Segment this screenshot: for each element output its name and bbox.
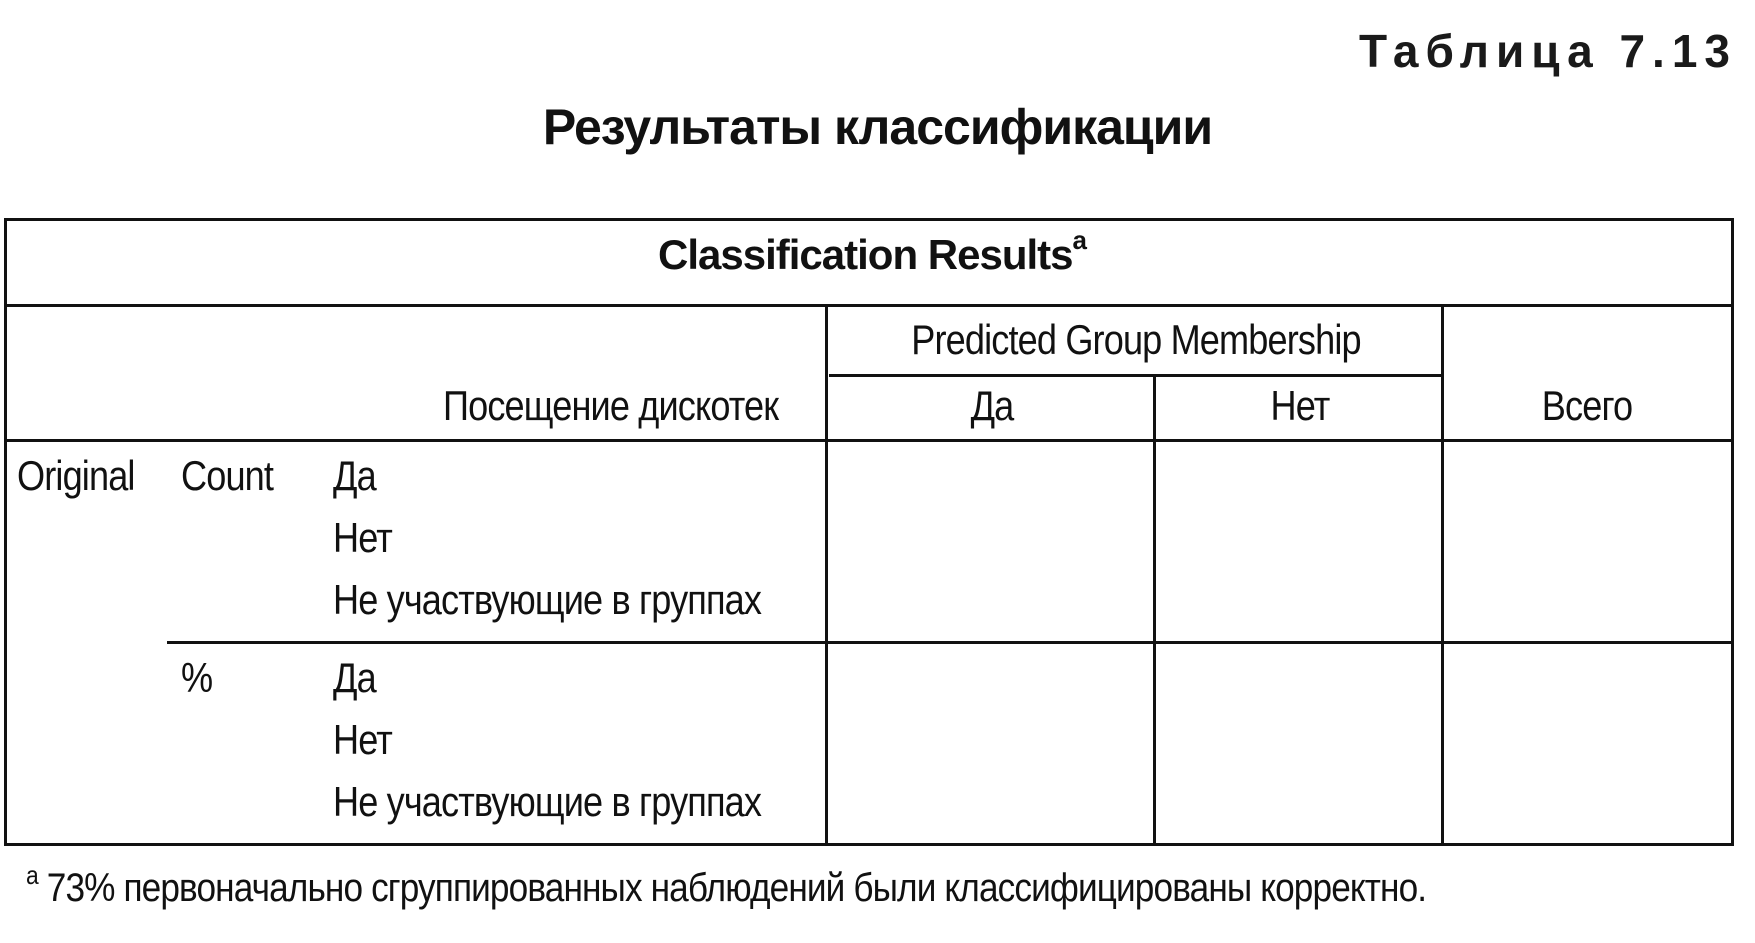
caption-footnote-marker: a — [1072, 225, 1086, 255]
block-label-count: Count — [181, 452, 274, 499]
header-divider — [7, 439, 1731, 442]
row-label: Нет — [333, 716, 392, 763]
predicted-group-header: Predicted Group Membership — [911, 316, 1361, 363]
block-label-percent: % — [181, 654, 213, 701]
row-label: Да — [333, 452, 376, 499]
column-header-yes: Да — [970, 382, 1014, 429]
row-label: Да — [333, 654, 376, 701]
predicted-header-divider — [829, 374, 1443, 377]
table-number: Таблица 7.13 — [1358, 25, 1737, 77]
footnote-marker: a — [26, 860, 38, 890]
row-label: Нет — [333, 514, 392, 561]
row-label: Не участвующие в группах — [333, 576, 762, 623]
column-divider-3 — [1441, 305, 1444, 843]
block-divider — [167, 641, 1731, 644]
caption-text: Classification Results — [658, 231, 1073, 278]
footnote-text: 73% первоначально сгруппированных наблюдений были классифицированы корректно. — [46, 866, 1427, 910]
table-caption — [7, 225, 1737, 279]
column-header-total: Всего — [1541, 382, 1633, 429]
page-title: Результаты классификации — [542, 99, 1213, 155]
row-label: Не участвующие в группах — [333, 778, 762, 825]
caption-divider — [7, 304, 1731, 307]
footnote — [26, 860, 1427, 911]
column-divider-2 — [1153, 374, 1156, 843]
row-group-original: Original — [17, 452, 135, 499]
column-header-no: Нет — [1270, 382, 1330, 429]
classification-table — [4, 218, 1734, 846]
column-divider-1 — [825, 305, 828, 843]
row-variable-header: Посещение дискотек — [443, 382, 779, 429]
